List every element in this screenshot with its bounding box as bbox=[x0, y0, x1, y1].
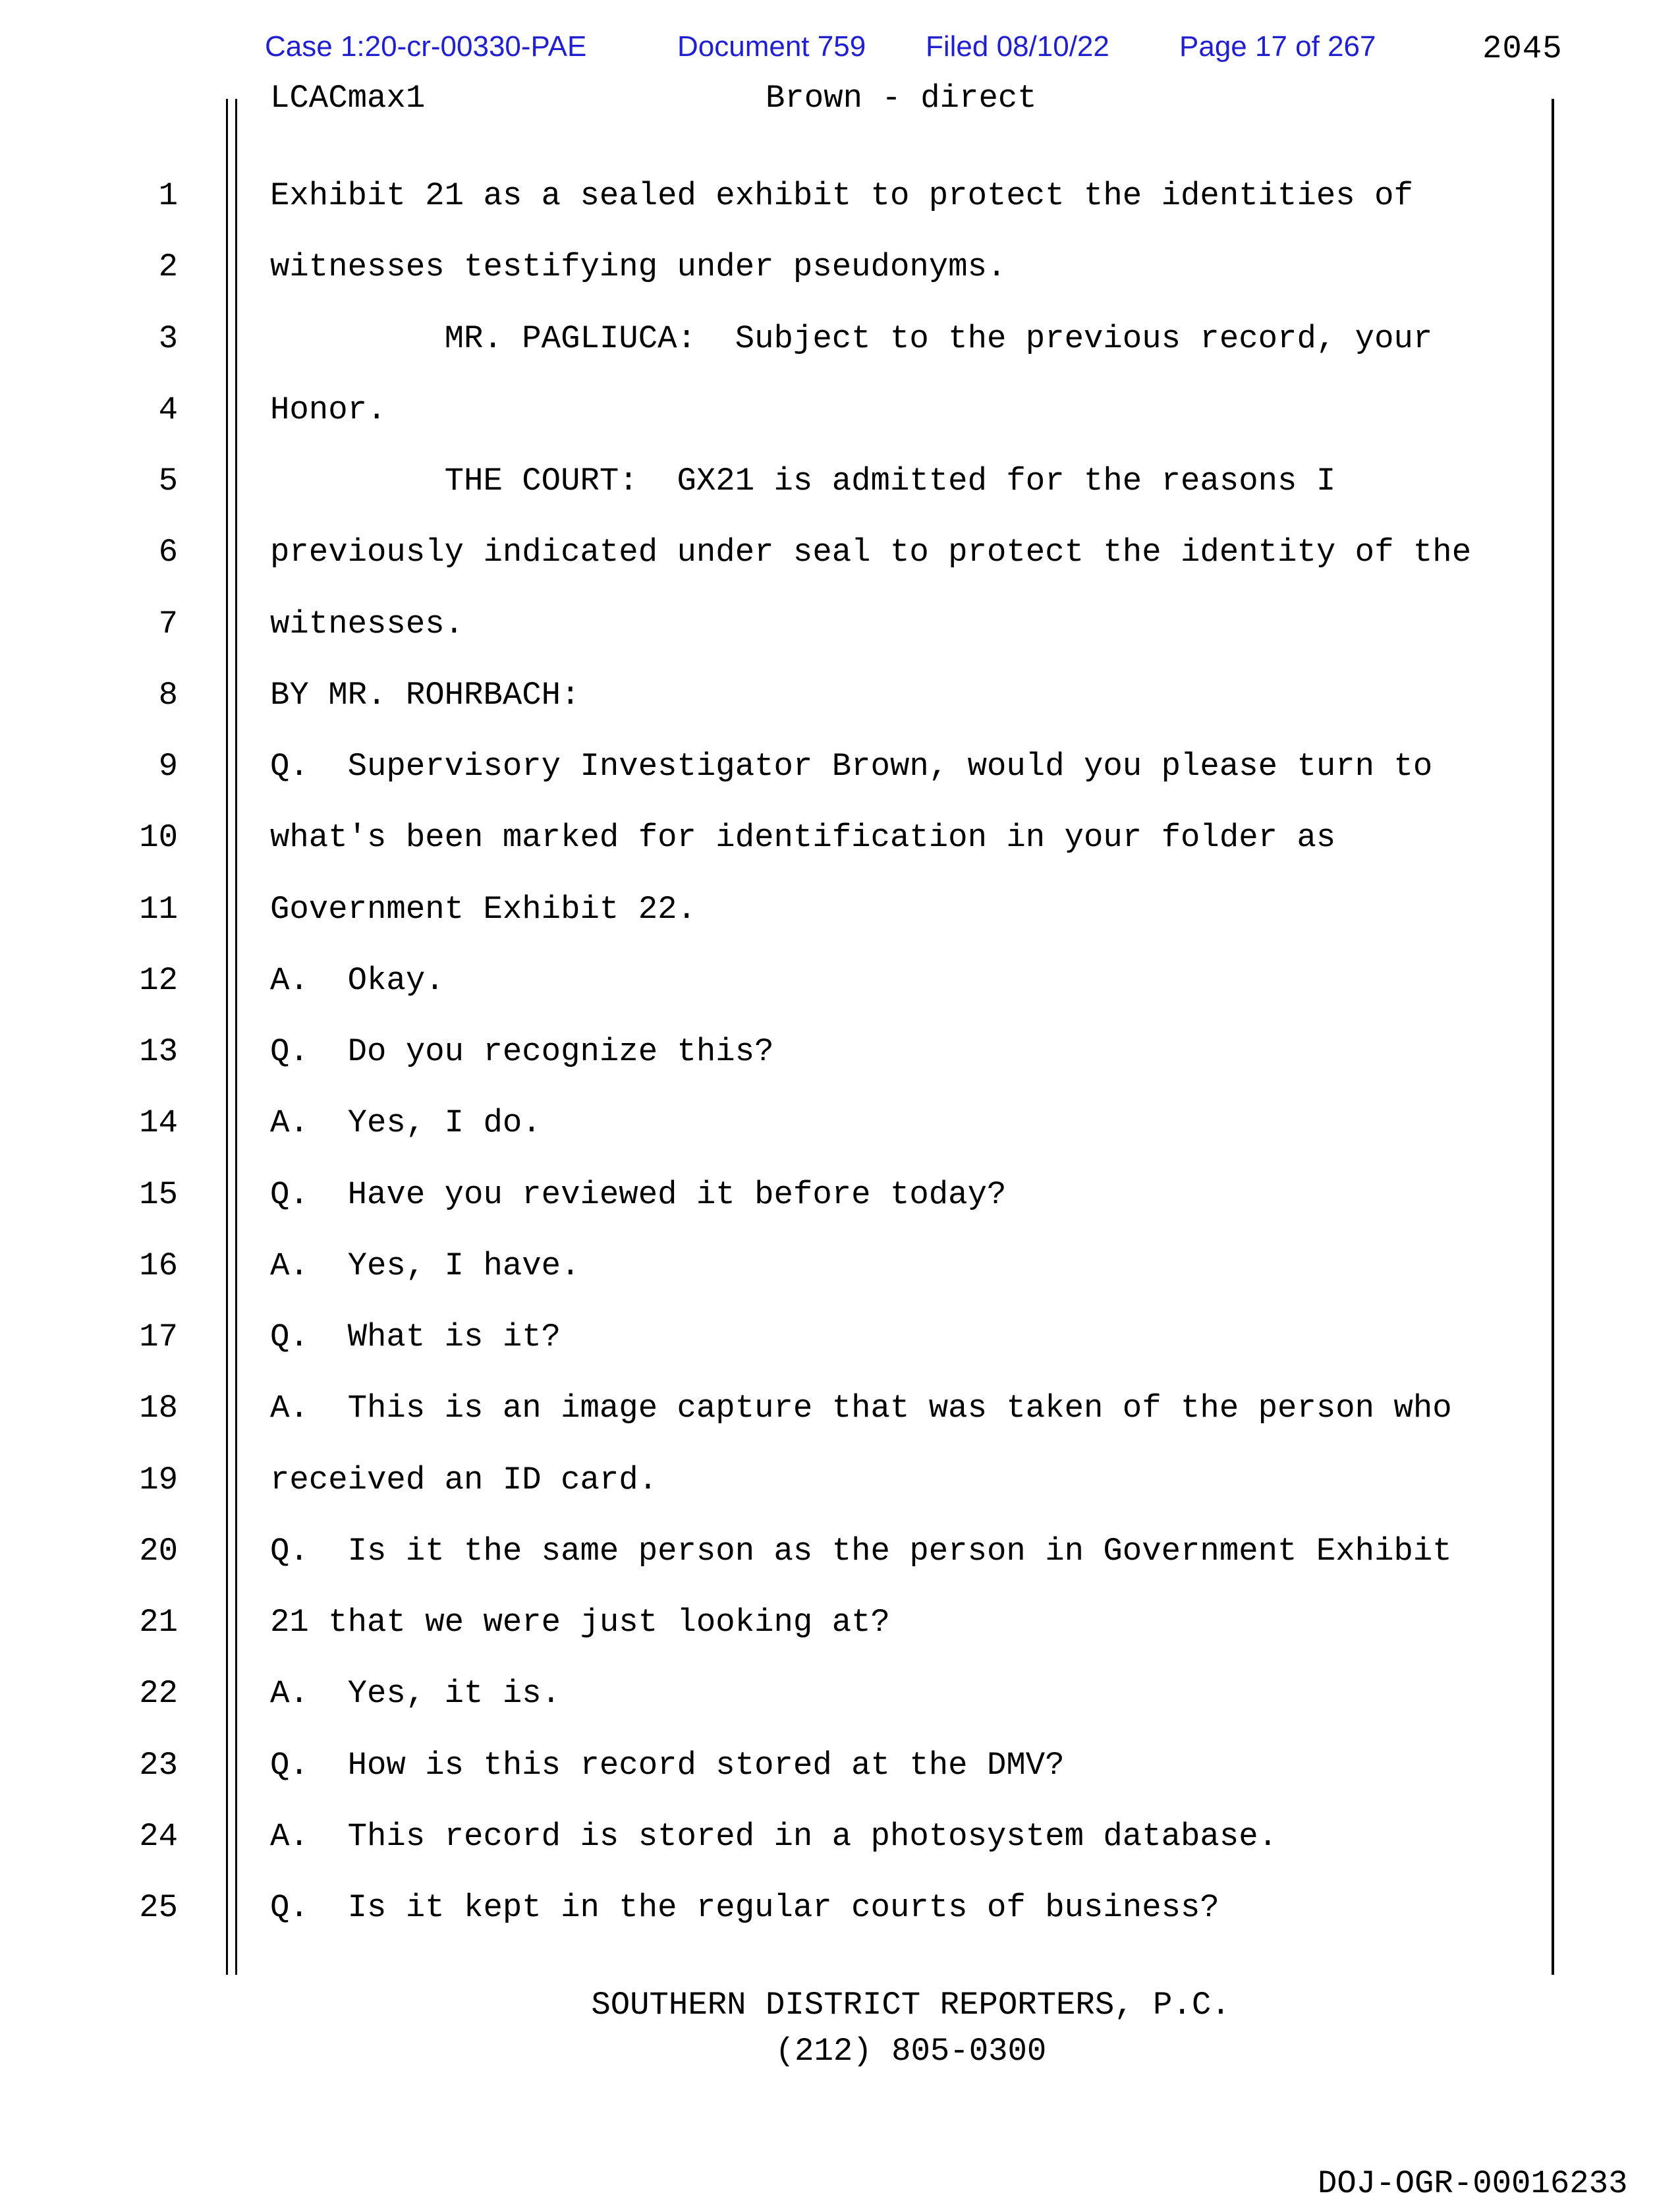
transcript-line bbox=[0, 391, 1680, 462]
line-number: 9 bbox=[158, 748, 178, 785]
line-number: 4 bbox=[158, 391, 178, 428]
reporter-name: SOUTHERN DISTRICT REPORTERS, P.C. bbox=[591, 1987, 1231, 2024]
reporter-footer bbox=[270, 1982, 1552, 2074]
line-number: 18 bbox=[139, 1390, 178, 1427]
line-text: Q. Is it kept in the regular courts of business? bbox=[270, 1889, 1219, 1926]
transcript-line bbox=[0, 1247, 1680, 1318]
line-text: Q. Supervisory Investigator Brown, would you please turn to bbox=[270, 748, 1433, 785]
line-number: 7 bbox=[158, 605, 178, 642]
line-text: witnesses testifying under pseudonyms. bbox=[270, 248, 1007, 286]
line-number: 24 bbox=[139, 1817, 178, 1855]
transcript-line bbox=[0, 605, 1680, 676]
stamp-case-number: Case 1:20-cr-00330-PAE bbox=[265, 30, 587, 63]
line-text: THE COURT: GX21 is admitted for the reasons I bbox=[270, 463, 1336, 499]
transcript-line bbox=[0, 533, 1680, 604]
line-text: received an ID card. bbox=[270, 1461, 658, 1498]
line-text: previously indicated under seal to protect the identity of the bbox=[270, 534, 1472, 571]
transcript-line bbox=[0, 1532, 1680, 1603]
line-text: Q. Is it the same person as the person in Government Exhibit bbox=[270, 1532, 1452, 1570]
bates-number: DOJ-OGR-00016233 bbox=[1318, 2165, 1628, 2202]
line-text: witnesses. bbox=[270, 605, 464, 642]
line-text: what's been marked for identification in your folder as bbox=[270, 819, 1336, 857]
transcript-line bbox=[0, 1318, 1680, 1389]
line-text: Government Exhibit 22. bbox=[270, 890, 696, 928]
line-number: 6 bbox=[158, 534, 178, 571]
transcript-line bbox=[0, 1033, 1680, 1104]
line-number: 12 bbox=[139, 961, 178, 999]
reporter-phone: (212) 805-0300 bbox=[775, 2033, 1047, 2070]
line-text: MR. PAGLIUCA: Subject to the previous record, your bbox=[270, 320, 1433, 357]
line-number: 19 bbox=[139, 1461, 178, 1498]
transcript-line bbox=[0, 818, 1680, 890]
transcript-line bbox=[0, 890, 1680, 961]
stamp-document: Document 759 bbox=[677, 30, 866, 63]
transcript-line bbox=[0, 1461, 1680, 1532]
transcript-line bbox=[0, 1817, 1680, 1888]
transcript-line bbox=[0, 248, 1680, 319]
line-number: 15 bbox=[139, 1176, 178, 1213]
transcript-line bbox=[0, 320, 1680, 391]
transcript-id: LCACmax1 bbox=[270, 80, 426, 117]
line-text: A. Yes, I do. bbox=[270, 1104, 542, 1142]
line-number: 21 bbox=[139, 1604, 178, 1641]
transcript-line bbox=[0, 747, 1680, 818]
transcript-line bbox=[0, 1389, 1680, 1460]
stamp-page-of: Page 17 of 267 bbox=[1179, 30, 1376, 63]
line-text: Honor. bbox=[270, 391, 387, 428]
line-text: Exhibit 21 as a sealed exhibit to protect the identities of bbox=[270, 177, 1413, 214]
line-number: 14 bbox=[139, 1104, 178, 1142]
line-text: A. Yes, it is. bbox=[270, 1675, 561, 1713]
transcript-line bbox=[0, 676, 1680, 747]
line-number: 1 bbox=[158, 177, 178, 214]
line-text: A. Yes, I have. bbox=[270, 1247, 580, 1284]
line-text: A. Okay. bbox=[270, 961, 445, 999]
line-number: 2 bbox=[158, 248, 178, 286]
line-number: 11 bbox=[139, 890, 178, 928]
session-title: Brown - direct bbox=[766, 80, 1037, 117]
stamp-filed-date: Filed 08/10/22 bbox=[926, 30, 1109, 63]
line-number: 25 bbox=[139, 1889, 178, 1926]
line-number: 5 bbox=[158, 463, 178, 499]
line-number: 20 bbox=[139, 1532, 178, 1570]
line-number: 10 bbox=[139, 819, 178, 857]
line-text: BY MR. ROHRBACH: bbox=[270, 676, 580, 714]
line-number: 16 bbox=[139, 1247, 178, 1284]
transcript-page-number: 2045 bbox=[1482, 30, 1563, 67]
line-number: 17 bbox=[139, 1319, 178, 1355]
transcript-line bbox=[0, 1104, 1680, 1175]
transcript-line bbox=[0, 1746, 1680, 1817]
transcript-lines bbox=[0, 177, 1680, 1960]
line-number: 3 bbox=[158, 320, 178, 357]
line-text: Q. How is this record stored at the DMV? bbox=[270, 1746, 1065, 1784]
transcript-line bbox=[0, 961, 1680, 1033]
line-text: Q. Do you recognize this? bbox=[270, 1033, 774, 1070]
transcript-line bbox=[0, 1674, 1680, 1745]
transcript-line bbox=[0, 1603, 1680, 1674]
line-number: 13 bbox=[139, 1033, 178, 1070]
line-text: Q. What is it? bbox=[270, 1319, 561, 1355]
line-number: 23 bbox=[139, 1746, 178, 1784]
line-text: A. This record is stored in a photosystem database. bbox=[270, 1817, 1278, 1855]
transcript-line bbox=[0, 177, 1680, 248]
line-text: Q. Have you reviewed it before today? bbox=[270, 1176, 1007, 1213]
transcript-line bbox=[0, 1888, 1680, 1960]
line-number: 8 bbox=[158, 676, 178, 714]
line-text: A. This is an image capture that was taken of the person who bbox=[270, 1390, 1452, 1427]
transcript-line bbox=[0, 1176, 1680, 1247]
line-number: 22 bbox=[139, 1675, 178, 1713]
line-text: 21 that we were just looking at? bbox=[270, 1604, 890, 1641]
transcript-line bbox=[0, 462, 1680, 533]
